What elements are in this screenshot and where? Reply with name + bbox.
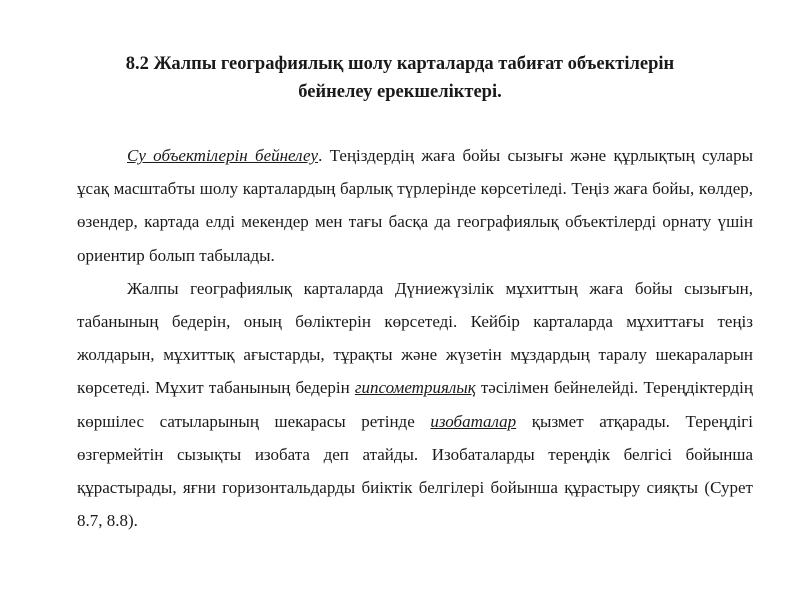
paragraph-2-text-a: Жалпы географиялық карталарда Дүниежүзілік мұхиттың жаға бойы сызығын, табанының бедерін, оның бөліктерін көрсетеді. Кейбір карталарда мұхиттағы теңіз жолдарын, мұхиттық ағыстарды, тұрақты және жүзетін мұздардың таралу шекараларын көрсетеді. Мұхит табанының бедерін xyxy=(77,278,753,398)
term-water-objects: Су объектілерін бейнелеу xyxy=(127,146,319,165)
term-isobaths: изобаталар xyxy=(430,411,517,431)
body-text xyxy=(77,139,753,537)
paragraph-ocean xyxy=(77,272,753,538)
paragraph-2-text-c: қызмет атқарады. Тереңдігі өзгермейтін сызықты изобата деп атайды. Изобаталарды тереңдік белгісі бойынша құрастырады, яғни горизонтальдарды биіктік белгілері бойынша құрастыру сияқты (Сурет 8.7, 8.8). xyxy=(77,411,753,531)
term-hypsometric: гипсометриялық xyxy=(354,378,476,398)
heading-line-2: бейнелеу ерекшеліктері. xyxy=(298,82,502,102)
heading-line-1: 8.2 Жалпы географиялық шолу карталарда табиғат объектілерін xyxy=(125,54,675,74)
section-heading xyxy=(40,50,760,106)
paragraph-2-text-b: тәсілімен бейнелейді. Тереңдіктердің көршілес сатыларының шекарасы ретінде xyxy=(77,378,753,431)
paragraph-water-objects xyxy=(77,139,753,272)
paragraph-1-text: . Теңіздердің жаға бойы сызығы және құрлықтың сулары ұсақ масштабты шолу карталардың барлық түрлерінде көрсетіледі. Теңіз жаға бойы, көлдер, өзендер, картада елді мекендер мен тағы басқа да географиялық объектілерді орнату үшін ориентир болып табылады. xyxy=(77,146,753,265)
